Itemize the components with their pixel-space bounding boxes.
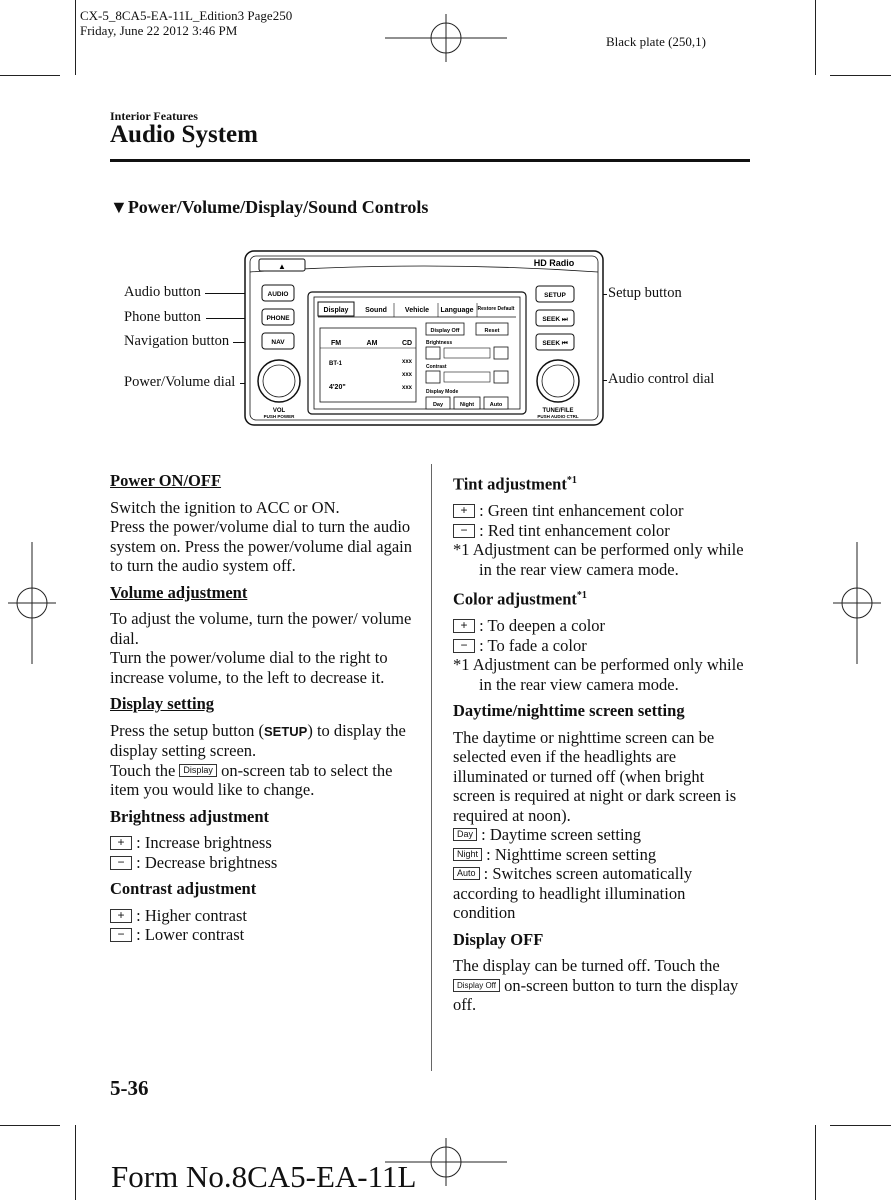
crop-mark	[0, 75, 60, 76]
plus-key-icon: +	[453, 504, 475, 518]
audio-head-unit-illustration	[244, 250, 604, 426]
band-cd[interactable]: CD	[401, 340, 413, 347]
hd-radio-logo: HD Radio	[533, 258, 575, 268]
night-button[interactable]: Night	[459, 402, 475, 408]
power-text-2: Press the power/volume dial to turn the audio system on. Press the power/volume dial again to turn the audio system off.	[110, 517, 412, 575]
crop-mark	[75, 0, 76, 75]
eject-icon: ▲	[278, 262, 286, 271]
color-heading	[453, 586, 748, 609]
registration-mark	[8, 542, 56, 664]
tab-display[interactable]: Display	[323, 307, 349, 314]
tint-plus-row	[453, 501, 748, 521]
contrast-minus-text: : Lower contrast	[136, 925, 245, 944]
minus-key-icon: −	[453, 639, 475, 653]
seek-forward-button[interactable]: SEEK ⏭	[542, 316, 568, 323]
band-am[interactable]: AM	[366, 340, 378, 347]
color-note: *1 Adjustment can be performed only while in the rear view camera mode.	[453, 655, 744, 694]
tint-heading-text: Tint adjustment	[453, 474, 567, 494]
crop-mark	[815, 0, 816, 75]
power-heading: Power ON/OFF	[110, 471, 222, 490]
audio-button[interactable]: AUDIO	[267, 291, 289, 298]
power-text-1: Switch the ignition to ACC or ON.	[110, 497, 340, 517]
night-text: : Nighttime screen setting	[486, 844, 657, 864]
volume-heading: Volume adjustment	[110, 582, 248, 602]
day-text: : Daytime screen setting	[481, 825, 642, 844]
night-key-icon: Night	[453, 848, 482, 861]
display-tab-key-icon: Display	[179, 764, 217, 777]
page-number: 5-36	[110, 1076, 149, 1100]
vol-label: VOL	[272, 408, 286, 414]
tint-heading	[453, 471, 748, 494]
color-plus-text: : To deepen a color	[479, 616, 606, 635]
seek-back-button[interactable]: SEEK ⏮	[542, 340, 568, 347]
minus-key-icon: −	[110, 856, 132, 870]
display-text-2a: Touch the	[110, 760, 176, 780]
display-off-button[interactable]: Display Off	[430, 328, 460, 334]
left-column	[110, 471, 412, 945]
daynight-text: The daytime or nighttime screen can be selected even if the headlights are illuminated or turned off (when bright screen is required at night or dark screen is required at noon).	[453, 727, 737, 825]
phone-button[interactable]: PHONE	[266, 315, 290, 322]
tab-restore-default[interactable]: Restore Default	[477, 306, 515, 312]
brightness-minus-row	[110, 853, 412, 873]
push-audio-ctrl-label: PUSH AUDIO CTRL	[537, 414, 579, 419]
tune-file-label: TUNE/FILE	[542, 408, 574, 414]
volume-text-1: To adjust the volume, turn the power/ volume dial.	[110, 609, 412, 648]
contrast-minus-row	[110, 925, 412, 945]
callout-phone-button: Phone button	[124, 309, 201, 325]
minus-key-icon: −	[110, 928, 132, 942]
display-off-text	[453, 956, 748, 1015]
artist-info: xxx	[402, 372, 413, 378]
display-off-heading: Display OFF	[453, 929, 544, 949]
plus-key-icon: +	[110, 836, 132, 850]
registration-mark	[833, 542, 881, 664]
subsection-heading: ▼Power/Volume/Display/Sound Controls	[110, 197, 429, 217]
crop-mark	[0, 1125, 60, 1126]
form-number: Form No.8CA5-EA-11L	[111, 1159, 417, 1194]
contrast-plus-text: : Higher contrast	[136, 905, 248, 925]
callout-power-volume-dial: Power/Volume dial	[124, 374, 236, 390]
tab-language[interactable]: Language	[440, 307, 474, 314]
display-text-1	[110, 721, 412, 761]
reset-button[interactable]: Reset	[484, 328, 500, 334]
setup-key-icon: SETUP	[264, 723, 308, 739]
contrast-plus-row	[110, 906, 412, 926]
display-text-1b: ) to display the display setting screen.	[110, 720, 406, 760]
color-footnote-mark: *1	[576, 590, 587, 601]
band-fm[interactable]: FM	[330, 340, 342, 347]
registration-mark	[385, 14, 507, 62]
callout-audio-button: Audio button	[124, 284, 201, 300]
display-mode-label: Display Mode	[426, 389, 459, 395]
display-text-2b: on-screen tab to select the item you would like to change.	[110, 760, 393, 799]
file-line: CX-5_8CA5-EA-11L_Edition3 Page250	[80, 8, 293, 23]
column-divider	[431, 464, 432, 1071]
display-off-text-a: The display can be turned off. Touch the	[453, 956, 720, 975]
auto-key-icon: Auto	[453, 867, 480, 880]
tint-minus-row	[453, 521, 748, 541]
brightness-label: Brightness	[426, 340, 453, 346]
daynight-heading: Daytime/nighttime screen setting	[453, 701, 685, 720]
print-file-info	[80, 8, 292, 38]
night-row	[453, 845, 748, 865]
auto-button[interactable]: Auto	[489, 402, 503, 408]
section-label: Interior Features	[110, 109, 198, 123]
plus-key-icon: +	[110, 909, 132, 923]
date-line: Friday, June 22 2012 3:46 PM	[80, 23, 238, 38]
album-info: xxx	[402, 385, 413, 391]
callout-audio-control-dial: Audio control dial	[608, 371, 715, 387]
crop-mark	[830, 75, 891, 76]
day-row	[453, 825, 748, 845]
color-minus-text: : To fade a color	[479, 635, 587, 655]
brightness-heading: Brightness adjustment	[110, 806, 270, 826]
display-text-2	[110, 761, 412, 800]
page-title: Audio System	[110, 121, 258, 148]
color-heading-text: Color adjustment	[453, 589, 577, 609]
callout-navigation-button: Navigation button	[124, 333, 230, 349]
source-label: BT-1	[329, 361, 343, 367]
setup-button[interactable]: SETUP	[544, 292, 566, 299]
day-button[interactable]: Day	[432, 402, 444, 408]
right-column	[453, 471, 748, 1015]
push-power-label: PUSH POWER	[263, 414, 295, 419]
tab-vehicle[interactable]: Vehicle	[404, 307, 430, 314]
plus-key-icon: +	[453, 619, 475, 633]
tint-note: *1 Adjustment can be performed only while in the rear view camera mode.	[453, 540, 744, 579]
display-off-text-b: on-screen button to turn the display off.	[453, 975, 739, 1014]
nav-button[interactable]: NAV	[271, 339, 285, 346]
tab-sound[interactable]: Sound	[365, 307, 387, 314]
display-text-1a: Press the setup button (	[110, 720, 264, 740]
callout-setup-button: Setup button	[608, 285, 682, 301]
minus-key-icon: −	[453, 524, 475, 538]
brightness-plus-row	[110, 833, 412, 853]
brightness-plus-text: : Increase brightness	[136, 833, 272, 852]
auto-text: : Switches screen automatically according to headlight illumination condition	[453, 864, 693, 922]
volume-text-2: Turn the power/volume dial to the right to increase volume, to the left to decrease it.	[110, 648, 388, 687]
plate-info: Black plate (250,1)	[606, 34, 706, 49]
tint-minus-text: : Red tint enhancement color	[479, 520, 670, 540]
title-rule	[110, 159, 750, 162]
crop-mark	[815, 1125, 816, 1200]
color-plus-row	[453, 616, 748, 636]
brightness-minus-text: : Decrease brightness	[136, 852, 278, 872]
day-key-icon: Day	[453, 828, 477, 841]
crop-mark	[75, 1125, 76, 1200]
auto-row	[453, 864, 748, 923]
track-time: 4'20"	[329, 384, 346, 391]
display-heading: Display setting	[110, 694, 215, 713]
color-minus-row	[453, 636, 748, 656]
display-off-key-icon: Display Off	[453, 979, 500, 992]
crop-mark	[830, 1125, 891, 1126]
track-info: xxx	[402, 359, 413, 365]
contrast-heading: Contrast adjustment	[110, 879, 257, 898]
tint-plus-text: : Green tint enhancement color	[479, 501, 684, 520]
contrast-label: Contrast	[426, 364, 447, 370]
tint-footnote-mark: *1	[566, 475, 577, 486]
